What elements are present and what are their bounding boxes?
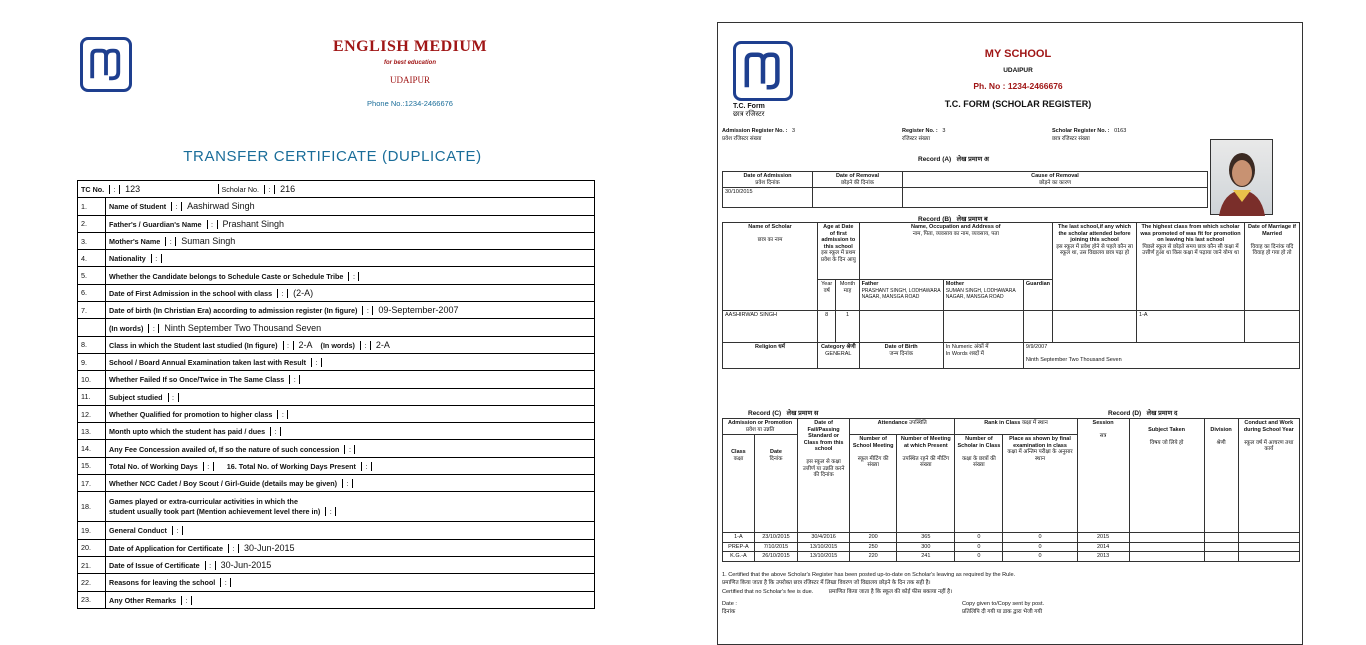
student-photo-icon xyxy=(1211,140,1274,216)
table-row xyxy=(78,267,595,284)
row-number: 18. xyxy=(78,492,106,522)
school-name: MY SCHOOL xyxy=(984,48,1052,60)
row-number: 13. xyxy=(78,423,106,440)
admission-date: 30/10/2015 xyxy=(723,188,813,208)
row-label: Date of First Admission in the school with class xyxy=(109,288,273,298)
row-content: Date of Application for Certificate : 30-Jun-2015 xyxy=(106,539,595,556)
certification-footer xyxy=(722,571,1292,616)
table-row xyxy=(78,539,595,556)
row-number: 11. xyxy=(78,388,106,405)
row-label-b: Total No. of Working Days Present xyxy=(238,461,356,471)
row-number: 22. xyxy=(78,574,106,591)
tc-number-cell: TC No. : 123 Scholar No. : 216 xyxy=(78,181,595,198)
row-label: Whether the Candidate belongs to Schedule Caste or Schedule Tribe xyxy=(109,271,344,281)
record-row: 1-A 23/10/2015 30/4/2016 200 365 0 0 2015 xyxy=(723,533,1300,543)
row-value: 2-A xyxy=(298,339,313,350)
certificate-heading: TRANSFER CERTIFICATE (DUPLICATE) xyxy=(183,148,482,165)
row-value: (2-A) xyxy=(293,287,314,298)
row-label: Date of birth (In Christian Era) according to admission register (In figure) xyxy=(109,306,358,316)
logo-icon xyxy=(736,44,790,98)
table-row xyxy=(78,250,595,267)
row-content: School / Board Annual Examination taken last with Result : xyxy=(106,353,595,370)
row-label: School / Board Annual Examination taken last with Result xyxy=(109,358,307,368)
row-label: Any Fee Concession availed of, If so the nature of such concession xyxy=(109,444,340,454)
table-row xyxy=(78,198,595,215)
row-number: 5. xyxy=(78,267,106,284)
row-label: Mother's Name xyxy=(109,237,161,247)
table-row xyxy=(78,284,595,301)
table-row xyxy=(78,336,595,353)
row-label: Whether NCC Cadet / Boy Scout / Girl-Guide (details may be given) xyxy=(109,479,338,489)
row-number: 19. xyxy=(78,522,106,539)
row-content: Date of Issue of Certificate : 30-Jun-2015 xyxy=(106,556,595,573)
row-label: Whether Failed If so Once/Twice in The Same Class xyxy=(109,375,285,385)
row-value: 30-Jun-2015 xyxy=(220,560,272,571)
record-row: K.G.-A 26/10/2015 13/10/2015 220 241 0 0 2013 xyxy=(723,552,1300,562)
tc-no-label: TC No. xyxy=(81,185,105,195)
table-row xyxy=(78,574,595,591)
table-row xyxy=(78,475,595,492)
row-content: General Conduct : xyxy=(106,522,595,539)
row-value: 30-Jun-2015 xyxy=(243,542,295,553)
row-content: Whether NCC Cadet / Boy Scout / Girl-Guide (details may be given) : xyxy=(106,475,595,492)
row-content: Father's / Guardian's Name : Prashant Singh xyxy=(106,215,595,232)
row-label: Month upto which the student has paid / dues xyxy=(109,427,266,437)
school-title: ENGLISH MEDIUM xyxy=(332,38,488,55)
row-label: (In words) xyxy=(109,323,144,333)
row-label: Date of Issue of Certificate xyxy=(109,561,200,571)
table-row xyxy=(78,215,595,232)
school-phone-right: Ph. No : 1234-2466676 xyxy=(973,81,1063,91)
row-content: Month upto which the student has paid / dues : xyxy=(106,423,595,440)
row-label: Class in which the Student last studied (In figure) xyxy=(109,340,278,350)
table-row xyxy=(78,457,595,474)
tc-no-value: 123 xyxy=(125,184,141,195)
school-phone: Phone No.:1234-2466676 xyxy=(367,99,453,108)
row-label: Name of Student xyxy=(109,202,167,212)
table-row xyxy=(78,371,595,388)
school-tagline: for best education xyxy=(383,60,436,66)
tc-form-label: T.C. Form छात्र रजिस्टर xyxy=(733,103,765,118)
scholar-no-value: 216 xyxy=(280,184,296,195)
record-a-title: Record (A) लेख प्रमाण अ xyxy=(918,156,989,163)
row-content: Date of First Admission in the school with class : (2-A) xyxy=(106,284,595,301)
record-a-table: Date of Admission प्रवेश दिनांक Date of Removal छोड़ने की दिनांक Cause of Removal छोड़ने का कारण 30/10/2015 xyxy=(722,171,1208,208)
row-content: Subject studied : xyxy=(106,388,595,405)
certify-line-2: प्रमाणित किया जाता है कि उपरोक्त छात्र रजिस्टर में लिखा विवरण जो विद्यालय छोड़ने के दिन तक सही है। xyxy=(722,580,931,587)
scholar-no-label: Scholar No. : 216 xyxy=(218,184,296,194)
row-number: 4. xyxy=(78,250,106,267)
record-c-rows xyxy=(723,533,1300,562)
row-label: Whether Qualified for promotion to higher class xyxy=(109,410,273,419)
certify-line-1: 1. Certified that the above Scholar's Register has been posted up-to-date on Scholar's leaving as required by the Rule. xyxy=(722,572,1016,578)
row-number: 10. xyxy=(78,371,106,388)
row-content: Nationality : xyxy=(106,250,595,267)
row-label: Games played or extra-curricular activities in which the xyxy=(109,497,298,507)
row-number: 21. xyxy=(78,556,106,573)
table-row xyxy=(78,423,595,440)
table-row xyxy=(78,181,595,198)
table-row xyxy=(78,440,595,457)
row-value-b: 2-A xyxy=(375,339,390,350)
row-content: Mother's Name : Suman Singh xyxy=(106,232,595,249)
row-number: 7. xyxy=(78,302,106,319)
row-content: Games played or extra-curricular activities in which the student usually took part (Mention achievement level there in) : xyxy=(106,492,595,522)
row-number: 3. xyxy=(78,232,106,249)
row-number: 20. xyxy=(78,539,106,556)
transfer-certificate-left xyxy=(70,0,595,645)
school-city: UDAIPUR xyxy=(389,75,430,85)
record-d-title: Record (D) लेख प्रमाण द xyxy=(1108,410,1178,417)
row-number: 2. xyxy=(78,215,106,232)
row-content: (In words) : Ninth September Two Thousand Seven xyxy=(106,319,595,336)
row-content: Date of birth (In Christian Era) according to admission register (In figure) : 09-September-2007 xyxy=(106,302,595,319)
table-row xyxy=(78,353,595,370)
record-c-title: Record (C) लेख प्रमाण स xyxy=(748,410,819,417)
row-label: Total No. of Working Days xyxy=(109,461,198,471)
row-label-2: student usually took part (Mention achievement level there in) xyxy=(109,507,321,517)
row-content: Class in which the Student last studied (In figure) : 2-A (In words) : 2-A xyxy=(106,336,595,353)
record-b-table: Name of Scholar छात्र का नाम Age at Date of first admission to this school इस स्कूल में प्रथम प्रवेश के दिन आयु Name, Occupation and Address of नाम, पिता, व्यवसाय का नाम, व्यवसाय, पता The last school,if any which the scholar attended before joining this school इस स्कूल में प्रवेश होने से पहले कौन सा स्कूल था, उस विद्यालय छात्र पढ़ा हो The highest class from which scholar was promoted of was fit for promotion on leaving his last school पिछले स्कूल से छोड़ते समय छात्र कौन सी कक्षा में उत्तीर्ण हुआ था किस कक्षा में पढ़ाया जाने योग्य था Date of Marriage if Married विवाह का दिनांक यदि विवाह हो गया हो तो Year वर्ष Month माह Father PRASHANT SINGH, LODHAWARA NAGAR, MANSGA ROAD Mother SUMAN SINGH, LODHAWARA NAGAR, MANSGA ROAD Guardian AASHIRWAD SINGH 8 1 1-A Religion धर्म Category श्रेणी GENERAL Date of Birth जन्म दिनांक In Numeric अंकों में In Words शब्दों में 9/9/2007 Ninth September Two Thousand Seven xyxy=(722,222,1300,369)
row-number: 14. xyxy=(78,440,106,457)
row-content: Whether Failed If so Once/Twice in The Same Class : xyxy=(106,371,595,388)
row-label: Any Other Remarks xyxy=(109,595,177,605)
row-number: 9. xyxy=(78,353,106,370)
form-title: T.C. FORM (SCHOLAR REGISTER) xyxy=(944,99,1092,109)
row-number: 17. xyxy=(78,475,106,492)
record-row: PREP-A 7/10/2015 13/10/2015 250 300 0 0 2014 xyxy=(723,542,1300,552)
certificate-rows xyxy=(78,198,595,609)
row-value: Prashant Singh xyxy=(222,218,285,229)
row-number: 15. xyxy=(78,457,106,474)
row-value: Suman Singh xyxy=(181,236,236,247)
row-content: Total No. of Working Days : 16. Total No. of Working Days Present : xyxy=(106,457,595,474)
row-label: Date of Application for Certificate xyxy=(109,543,223,553)
date-line-hi: दिनांक प्रतिलिपि दी गयी या डाक द्वारा भेजी गयी xyxy=(722,609,1043,616)
certify-line-3: Certified that no Scholar's fee is due. प्रमाणित किया जाता है कि स्कूल की कोई फीस बकाया नहीं है। xyxy=(722,588,953,595)
school-logo-right xyxy=(733,41,793,101)
row-number: 6. xyxy=(78,284,106,301)
row-content: Reasons for leaving the school : xyxy=(106,574,595,591)
row-number xyxy=(78,319,106,336)
table-row xyxy=(78,556,595,573)
certificate-table xyxy=(77,180,595,609)
table-row xyxy=(78,591,595,608)
record-cd-table: Admission or Promotion प्रवेश या उन्नति Date of Fail/Passing Standard or Class from this school इस स्कूल से कक्षा उत्तीर्ण या उन्नति करने की दिनांक Attendance उपस्थिति Rank in Class कक्षा में स्थान Session सत्र Subject Taken विषय जो लिये हो Division श्रेणी Conduct and Work during School Year स्कूल वर्ष में आचरण तथा कार्य Class कक्षा Date दिनांक Number of School Meeting स्कूल मीटिंग की संख्या Number of Meeting at which Present उपस्थित रहने की मीटिंग संख्या Number of Scholar in Class कक्षा के छात्रों की संख्या Place as shown by final examination in class कक्षा में अन्तिम परीक्षा के अनुसार स्थान 1-A 23/10/2015 30/4/2016 200 365 0 0 2015 PREP-A 7/10/2015 13/10/2015 250 300 0 0 2014 K.G.-A 26/10/2015 13/10/2015 220 241 0 0 2013 xyxy=(722,418,1300,562)
school-logo xyxy=(80,37,132,92)
date-line: Date : Copy given to/Copy sent by post. xyxy=(722,600,1045,607)
row-number: 23. xyxy=(78,591,106,608)
row-content: Name of Student : Aashirwad Singh xyxy=(106,198,595,215)
row-label: Nationality xyxy=(109,254,146,264)
table-row xyxy=(78,405,595,422)
row-label: Reasons for leaving the school xyxy=(109,578,216,588)
table-row xyxy=(78,302,595,319)
table-row xyxy=(78,388,595,405)
logo-icon xyxy=(83,40,129,89)
row-number: 8. xyxy=(78,336,106,353)
table-row xyxy=(78,319,595,336)
row-value: Aashirwad Singh xyxy=(187,201,255,212)
table-row xyxy=(78,522,595,539)
row-label-b: (In words) xyxy=(320,340,355,350)
row-value: Ninth September Two Thousand Seven xyxy=(164,322,322,333)
scholar-register-right: MY SCHOOL UDAIPUR Ph. No : 1234-2466676 T.C. FORM (SCHOLAR REGISTER) T.C. Form छात्र रजिस्टर Admission Register No. : 3 प्रवेश रजिस्टर संख्या Register No. : 3 रजिस्टर संख्या Scholar Register No. : 0163 छात्र रजिस्टर संख्या Record (A) लेख प्रमाण अ Date of Admission प्रवेश दिनांक Date of Removal छोड़ने की दिनांक Cause of Removal छोड़ने का कारण 30/10/2015 Record (B) लेख प्रमाण ब Name of Scholar छात्र का नाम Age at Date of first admission to this school इस स्कूल में प्रथम प्रवेश के दिन आयु Name, Occupation and Address of नाम, पिता, व्यवसाय का नाम, व्यवसाय, पता The last school,if any which the scholar attended before joining this school इस स्कूल में प्रवेश होने से पहले कौन सा स्कूल था, उस विद्यालय छात्र पढ़ा हो The highest class from which scholar was promoted of was fit for promotion on leaving his last school पिछले स्कूल से छोड़ते समय छात्र कौन सी कक्षा में उत्तीर्ण हुआ था किस कक्षा में पढ़ाया जाने योग्य था Date of Marriage if Married विवाह का दिनांक यदि विवाह हो गया हो तो Year वर्ष Month माह Father PRASHANT SINGH, LODHAWARA NAGAR, MANSGA ROAD Mother SUMAN SINGH, LODHAWARA NAGAR, MANSGA ROAD Guardian AASHIRWAD SINGH 8 1 1-A Religion धर्म Category श्रेणी GENERAL Date of Birth जन्म दिनांक In Numeric अंकों में In Words शब्दों में 9/9/2007 Ninth September Two Thousand Seven Record (C) लेख प्रमाण स Record (D) लेख प्रमाण द Admission or Promotion प्रवेश या उन्नति Date of Fail/Passing Standard or Class from this school इस स्कूल से कक्षा उत्तीर्ण या उन्नति करने की दिनांक Attendance उपस्थिति Rank in Class कक्षा में स्थान Session सत्र Subject Taken विषय जो लिये हो Division श्रेणी Conduct and Work during School Year स्कूल वर्ष में आचरण तथा कार्य Class कक्षा Date दिनांक Number of School Meeting स्कूल मीटिंग की संख्या Number of Meeting at which Present उपस्थित रहने की मीटिंग संख्या Number of Scholar in Class कक्षा के छात्रों की संख्या Place as shown by final examination in class कक्षा में अन्तिम परीक्षा के अनुसार स्थान 1-A 23/10/2015 30/4/2016 200 365 0 0 2015 PREP-A 7/10/2015 13/10/2015 250 300 0 0 2014 K.G.-A 26/10/2015 13/10/2015 220 241 0 0 2013 1. Certified that the above Scholar's Register has been posted up-to-date on Scholar's leaving as required by the Rule. प्रमाणित किया जाता है कि उपरोक्त छात्र रजिस्टर में लिखा विवरण जो विद्यालय छोड़ने के दिन तक सही है। Certified that no Scholar's fee is due. प्रमाणित किया जाता है कि स्कूल की कोई फीस बकाया नहीं है। Date : Copy given to/Copy sent by post. दिनांक प्रतिलिपि दी गयी या डाक द्वारा भेजी गयी xyxy=(717,22,1303,645)
row-label: Father's / Guardian's Name xyxy=(109,219,202,229)
school-city-right: UDAIPUR xyxy=(1003,67,1033,74)
row-number: 1. xyxy=(78,198,106,215)
row-label: General Conduct xyxy=(109,526,167,536)
table-row xyxy=(78,232,595,249)
scholar-name: AASHIRWAD SINGH xyxy=(723,311,818,343)
row-number: 12. xyxy=(78,405,106,422)
record-b-title: Record (B) लेख प्रमाण ब xyxy=(918,216,988,223)
row-content: Any Fee Concession availed of, If so the nature of such concession : xyxy=(106,440,595,457)
table-row xyxy=(78,492,595,522)
row-value: 09-September-2007 xyxy=(378,305,459,316)
row-content: Any Other Remarks : xyxy=(106,591,595,608)
row-label: Subject studied xyxy=(109,392,163,402)
row-content: Whether the Candidate belongs to Schedule Caste or Schedule Tribe : xyxy=(106,267,595,284)
row-content: Whether Qualified for promotion to higher class : xyxy=(106,405,595,422)
student-photo xyxy=(1210,139,1273,215)
